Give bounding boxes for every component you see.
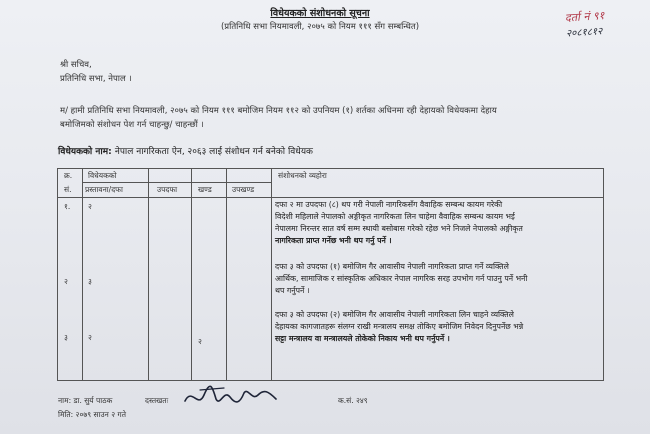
footer-name: नाम: डा. सुर्य पाठक — [58, 396, 113, 405]
row-3-section: २ — [88, 333, 92, 342]
recipient-block — [60, 58, 132, 86]
row-1-sn: १. — [64, 202, 71, 211]
row-1-section: २ — [88, 202, 92, 211]
header-subclause: उपखण्ड — [232, 185, 255, 194]
header-bill-group: विधेयकको — [88, 171, 117, 180]
table-divider — [271, 169, 272, 380]
registration-stamp — [564, 5, 643, 58]
notice-body — [60, 104, 600, 132]
document-subtitle: (प्रतिनिधि सभा नियमावली, २०७५ को नियम १११ सँग सम्बन्धित) — [220, 22, 420, 32]
bill-name-label: विधेयकको नाम: — [58, 147, 112, 157]
bill-name — [58, 144, 313, 157]
header-amendment: संशोधनको व्यहोरा — [278, 171, 327, 180]
table-divider — [82, 182, 271, 183]
row-1-line: विदेशी महिलाले नेपालको अङ्गीकृत नागरिकता लिन चाहेमा वैवाहिक सम्बन्ध कायम भई — [275, 212, 515, 221]
row-3-line: दफा ३ को उपदफा (२) बमोजिम गैर आवासीय नेपाली नागरिकता लिन चाहने व्यक्तिले — [275, 310, 514, 319]
row-3-line: देहायका कागजातहरू संलग्न राखी मन्त्रालय समक्ष तोकिए बमोजिम निवेदन दिनुपर्नेछ भन्ने — [275, 322, 524, 331]
row-1-line: नागरिकता प्राप्त गर्नेछ भनी थप गर्नु पर्ने । — [275, 236, 392, 245]
header-subsection: उपदफा — [157, 185, 178, 194]
stamp-date: २०८१८१२ — [565, 26, 603, 40]
row-3-amendment — [275, 309, 597, 345]
handwritten-signature — [180, 381, 280, 411]
row-2-section: ३ — [88, 277, 92, 286]
header-preamble: प्रस्तावना/दफा — [85, 185, 123, 194]
signature-label: दस्तखतः — [145, 396, 169, 405]
row-1-line: नेपालमा निरन्तर सात वर्ष सम्म स्थायी बसोबास गरेको रहेछ भने निजले नेपालको अङ्गीकृत — [275, 224, 523, 233]
table-divider — [58, 197, 603, 198]
table-divider — [191, 169, 192, 380]
body-line-2: बमोजिमको संशोधन पेश गर्न चाहन्छु/ चाहन्छौं । — [60, 120, 204, 130]
amendment-table — [57, 168, 604, 381]
row-2-sn: २ — [64, 277, 68, 286]
row-3-line: सट्टा मन्त्रालय वा मन्त्रालयले तोकेको निकाय भनी थप गर्नुपर्ने । — [275, 334, 450, 343]
footer-date: मिति: २०७९ साउन २ गते — [58, 410, 126, 419]
row-2-line: थप गर्नुपर्ने । — [275, 286, 310, 295]
document-title: विधेयकको संशोधनको सूचना — [270, 8, 370, 19]
footer-serial: क.सं. २४९ — [338, 396, 368, 405]
table-divider — [148, 169, 149, 380]
header-sn-2: सं. — [64, 185, 72, 194]
stamp-registration-number: दर्ता नं ९१ — [564, 8, 605, 25]
body-line-1: म/ हामी प्रतिनिधि सभा नियमावली, २०७५ को नियम १११ बमोजिम नियम ११२ को उपनियम (१) शर्तका अधिनमा रही देहायको विधेयकमा देहाय — [60, 106, 497, 116]
table-divider — [226, 169, 227, 380]
header-clause: खण्ड — [198, 185, 212, 194]
row-3-sn: ३ — [64, 333, 68, 342]
table-divider — [82, 169, 83, 380]
row-2-line: दफा ३ को उपदफा (१) बमोजिम गैर आवासीय नेपाली नागरिकता प्राप्त गर्ने व्यक्तिले — [275, 262, 509, 271]
row-2-line: आर्थिक, सामाजिक र सांस्कृतिक अधिकार नेपाल नागरिक सरह उपभोग गर्न पाउनु पर्ने भनी — [275, 274, 528, 283]
recipient-line-1: श्री सचिव, — [60, 60, 92, 70]
row-1-amendment — [275, 199, 597, 247]
row-2-amendment — [275, 261, 597, 297]
bill-name-value: नेपाल नागरिकता ऐन, २०६३ लाई संशोधन गर्न बनेको विधेयक — [114, 147, 313, 157]
row-1-line: दफा २ मा उपदफा (८) थप गरी नेपाली नागरिकसँग वैवाहिक सम्बन्ध कायम गरेकी — [275, 200, 503, 209]
row-3-clause: २ — [198, 337, 202, 346]
recipient-line-2: प्रतिनिधि सभा, नेपाल । — [60, 74, 132, 84]
header-sn: क्र. — [64, 171, 73, 180]
